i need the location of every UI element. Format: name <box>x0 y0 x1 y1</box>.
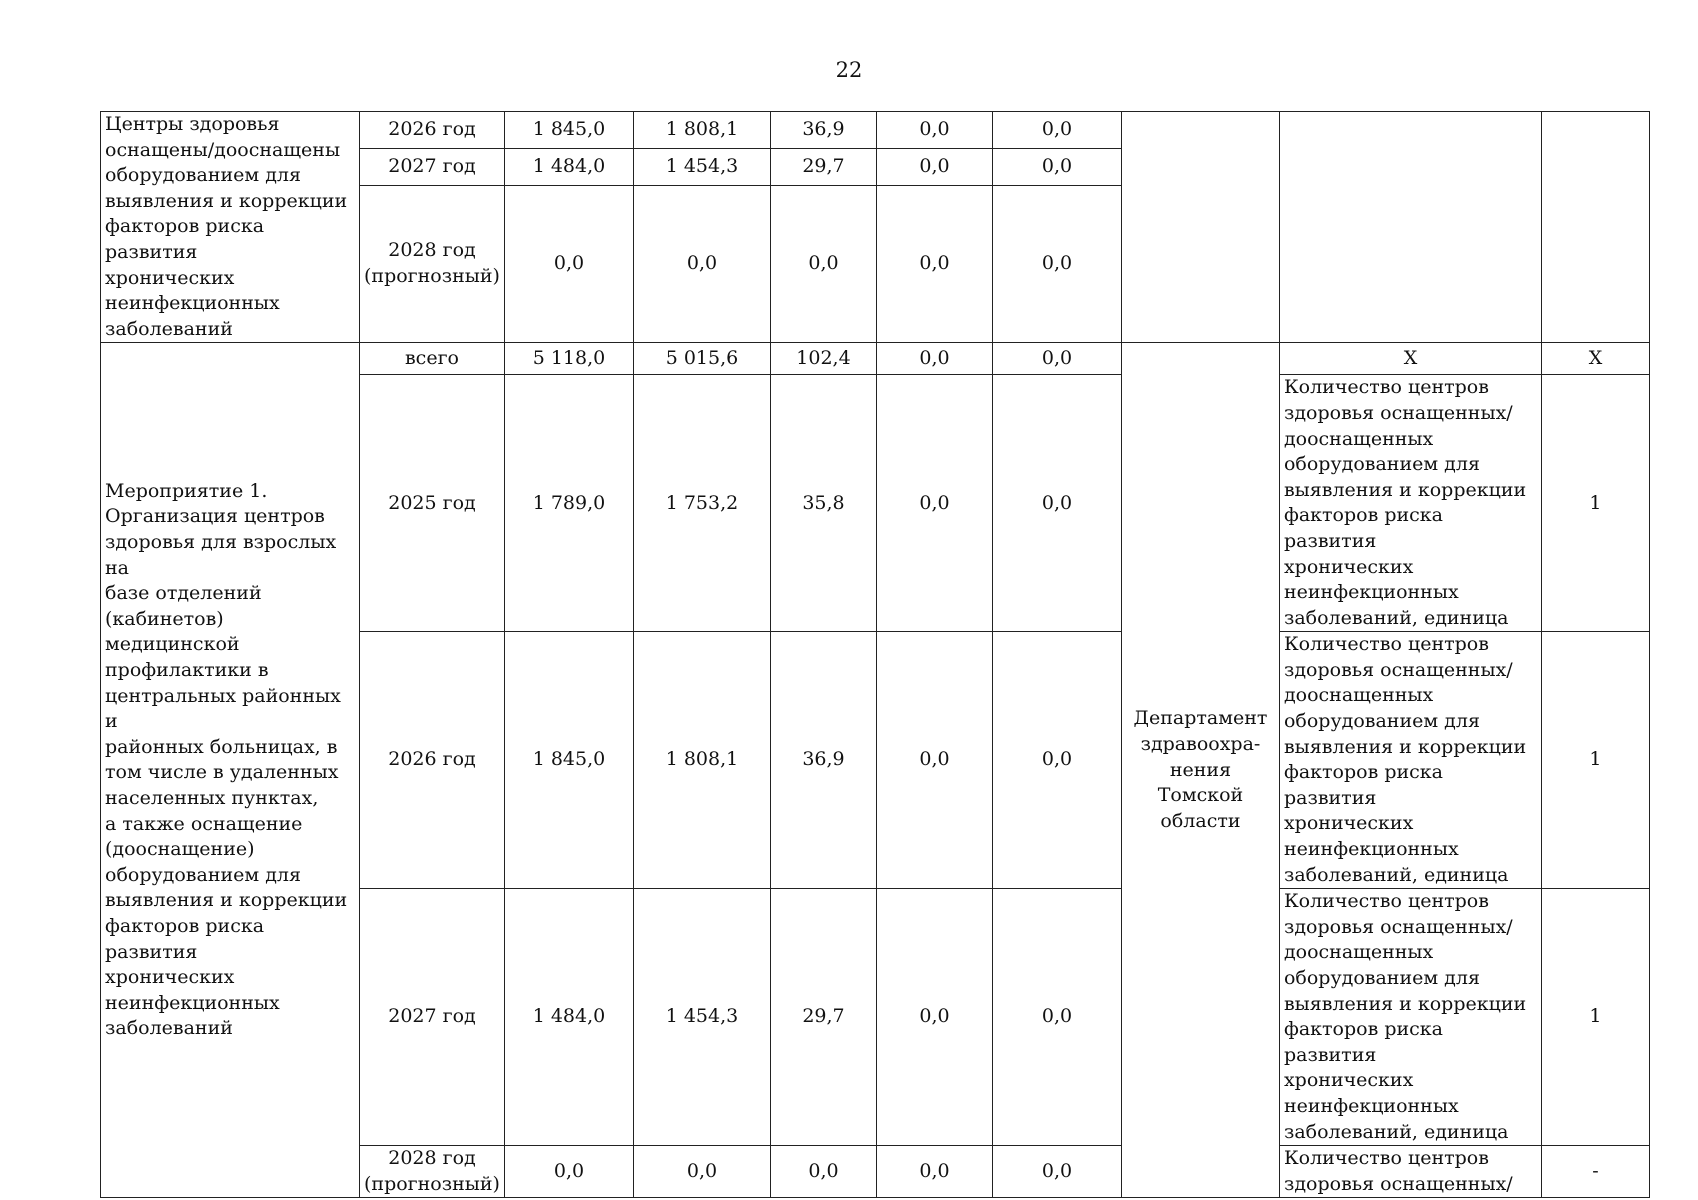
value-cell: 0,0 <box>876 185 992 343</box>
value-cell: 0,0 <box>876 148 992 185</box>
indicator-cell-empty <box>1279 112 1541 343</box>
value-cell: 0,0 <box>992 148 1121 185</box>
value-cell: 1 845,0 <box>504 112 633 149</box>
value-cell: 36,9 <box>770 632 876 889</box>
target-cell: X <box>1541 343 1649 375</box>
value-cell: 0,0 <box>504 185 633 343</box>
value-cell: 102,4 <box>770 343 876 375</box>
budget-table <box>100 111 1650 1198</box>
target-cell: 1 <box>1541 375 1649 632</box>
value-cell: 1 808,1 <box>633 632 770 889</box>
value-cell: 0,0 <box>992 343 1121 375</box>
indicator-cell: Количество центров здоровья оснащенных/ дооснащенных оборудованием для выявления и коррекции факторов риска развития хронических неинфекционных заболеваний, единица <box>1279 889 1541 1146</box>
indicator-cell: Количество центров здоровья оснащенных/ дооснащенных оборудованием для выявления и коррекции факторов риска развития хронических неинфекционных заболеваний, единица <box>1279 632 1541 889</box>
value-cell: 1 789,0 <box>504 375 633 632</box>
period-cell: 2027 год <box>360 889 505 1146</box>
value-cell: 1 753,2 <box>633 375 770 632</box>
value-cell: 0,0 <box>770 185 876 343</box>
value-cell: 0,0 <box>504 1146 633 1198</box>
value-cell: 1 454,3 <box>633 889 770 1146</box>
period-cell: 2027 год <box>360 148 505 185</box>
value-cell: 0,0 <box>876 375 992 632</box>
indicator-cell: Количество центров здоровья оснащенных/ дооснащенных оборудованием для выявления и коррекции факторов риска развития хронических неинфекционных заболеваний, единица <box>1279 375 1541 632</box>
section2-description: Мероприятие 1. Организация центров здоровья для взрослых на базе отделений (кабинетов) медицинской профилактики в центральных районных и районных больницах, в том числе в удаленных населенных пунктах, а также оснащение (дооснащение) оборудованием для выявления и коррекции факторов риска развития хронических неинфекционных заболеваний <box>101 343 360 1198</box>
value-cell: 29,7 <box>770 889 876 1146</box>
target-cell: - <box>1541 1146 1649 1198</box>
value-cell: 0,0 <box>992 1146 1121 1198</box>
section1-description: Центры здоровья оснащены/дооснащены оборудованием для выявления и коррекции факторов риска развития хронических неинфекционных заболеваний <box>101 112 360 343</box>
value-cell: 0,0 <box>992 112 1121 149</box>
value-cell: 1 484,0 <box>504 889 633 1146</box>
value-cell: 0,0 <box>992 375 1121 632</box>
target-cell-empty <box>1541 112 1649 343</box>
period-cell: 2028 год (прогнозный) <box>360 1146 505 1198</box>
value-cell: 0,0 <box>876 343 992 375</box>
period-cell: 2026 год <box>360 632 505 889</box>
value-cell: 0,0 <box>876 1146 992 1198</box>
value-cell: 1 454,3 <box>633 148 770 185</box>
value-cell: 1 808,1 <box>633 112 770 149</box>
value-cell: 29,7 <box>770 148 876 185</box>
indicator-cell: X <box>1279 343 1541 375</box>
department-cell: Департамент здравоохра- нения Томской области <box>1121 343 1279 1198</box>
value-cell: 1 845,0 <box>504 632 633 889</box>
value-cell: 5 015,6 <box>633 343 770 375</box>
value-cell: 0,0 <box>992 632 1121 889</box>
value-cell: 0,0 <box>633 185 770 343</box>
value-cell: 0,0 <box>992 889 1121 1146</box>
target-cell: 1 <box>1541 632 1649 889</box>
table-row <box>101 343 1650 375</box>
period-cell: всего <box>360 343 505 375</box>
period-cell: 2026 год <box>360 112 505 149</box>
value-cell: 0,0 <box>876 632 992 889</box>
target-cell: 1 <box>1541 889 1649 1146</box>
value-cell: 0,0 <box>876 889 992 1146</box>
value-cell: 1 484,0 <box>504 148 633 185</box>
value-cell: 5 118,0 <box>504 343 633 375</box>
page-number: 22 <box>835 58 863 82</box>
value-cell: 0,0 <box>876 112 992 149</box>
value-cell: 36,9 <box>770 112 876 149</box>
value-cell: 0,0 <box>633 1146 770 1198</box>
period-cell: 2028 год (прогнозный) <box>360 185 505 343</box>
value-cell: 0,0 <box>992 185 1121 343</box>
period-cell: 2025 год <box>360 375 505 632</box>
indicator-cell: Количество центров здоровья оснащенных/ <box>1279 1146 1541 1198</box>
department-cell-empty <box>1121 112 1279 343</box>
table-row <box>101 112 1650 149</box>
value-cell: 35,8 <box>770 375 876 632</box>
value-cell: 0,0 <box>770 1146 876 1198</box>
